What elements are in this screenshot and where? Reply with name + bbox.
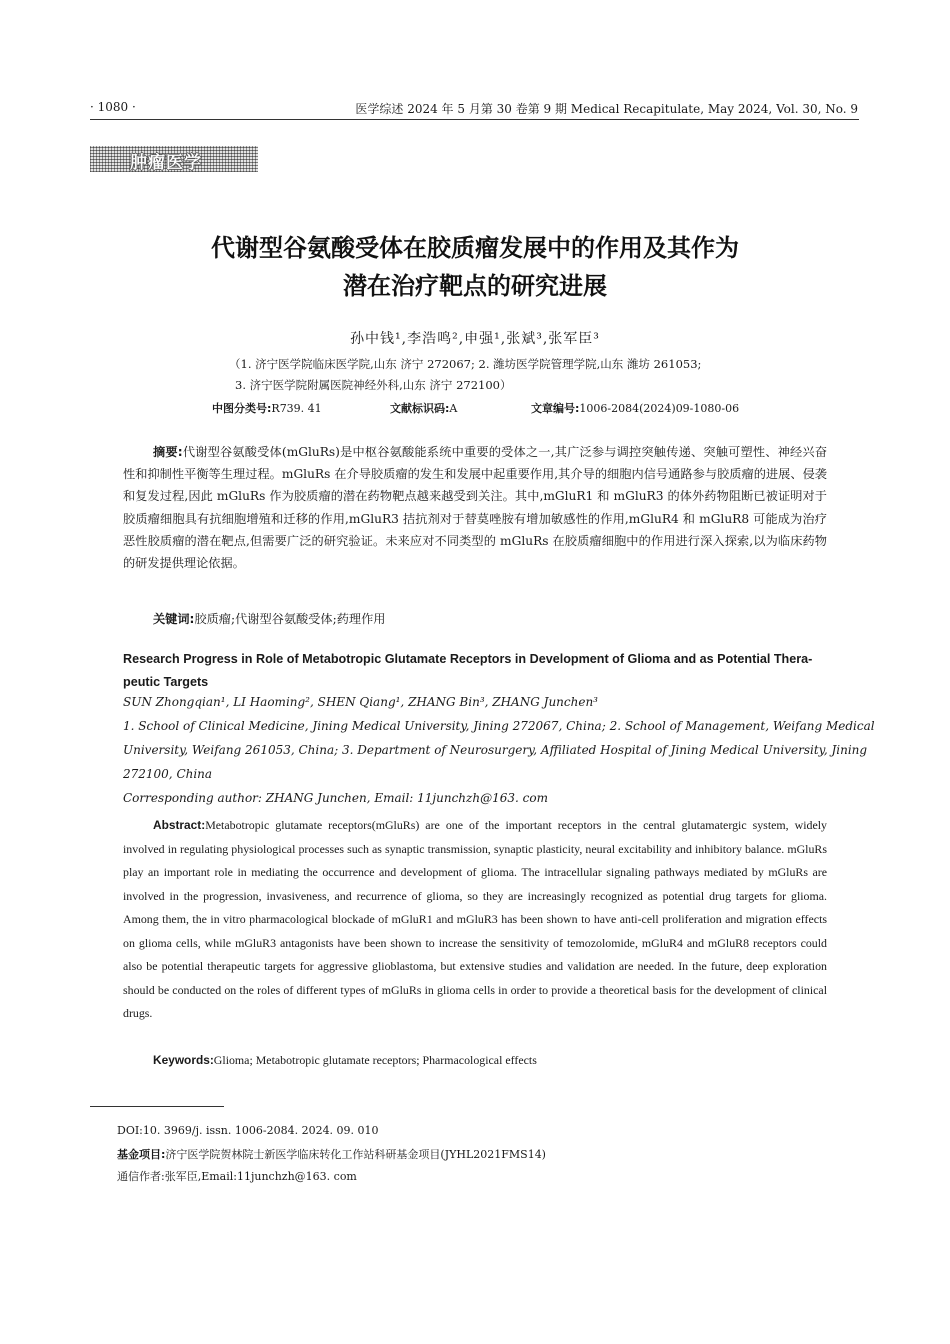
page-number: · 1080 ·: [90, 100, 136, 114]
clc-number: [212, 400, 322, 416]
clc-value: R739. 41: [271, 402, 322, 415]
footnote-rule: [90, 1106, 224, 1107]
journal-header: 医学综述 2024 年 5 月第 30 卷第 9 期 Medical Recapitulate, May 2024, Vol. 30, No. 9: [355, 102, 858, 116]
abstract-cn-text: 代谢型谷氨酸受体(mGluRs)是中枢谷氨酸能系统中重要的受体之一,其广泛参与调控突触传递、突触可塑性、神经兴奋性和抑制性平衡等生理过程。mGluRs 在介导胶质瘤的发生和发展中起重要作用,其介导的细胞内信号通路参与胶质瘤的进展、侵袭和复发过程,因此 mGluRs 作为胶质瘤的潜在药物靶点越来越受到关注。其中,mGluR1 和 mGluR3 的体外药物阻断已被证明对于胶质瘤细胞具有抗细胞增殖和迁移的作用,mGluR3 拮抗剂对于替莫唑胺有增加敏感性的作用,mGluR4 和 mGluR8 可能成为治疗恶性胶质瘤的潜在靶点,但需要广泛的研究验证。未来应对不同类型的 mGluRs 在胶质瘤细胞中的作用进行深入探索,以为临床药物的研发提供理论依据。: [123, 445, 828, 571]
english-title: [123, 648, 827, 694]
keywords-en-text: Glioma; Metabotropic glutamate receptors; Pharmacological effects: [213, 1053, 537, 1067]
english-authors: SUN Zhongqian¹, LI Haoming², SHEN Qiang¹, ZHANG Bin³, ZHANG Junchen³: [123, 695, 598, 709]
english-affiliation-line2: University, Weifang 261053, China; 3. Department of Neurosurgery, Affiliated Hospital of Jining Medical University, Jining: [123, 743, 868, 757]
keywords-en: [123, 1049, 827, 1073]
article-number-label: 文章编号:: [531, 402, 580, 415]
abstract-en-text: Metabotropic glutamate receptors(mGluRs) are one of the important receptors in the central glutamatergic system, widely involved in regulating physiological processes such as synaptic transmission, synaptic plasticity, neural excitability and inhibitory balance. mGluRs play an important role in mediating the occurrence and development of glioma. The intracellular signaling pathways mediated by mGluRs are involved in the progression, invasiveness, and recurrence of glioma, so they are increasingly recognized as potential drug targets for glioma. Among them, the in vitro pharmacological blockade of mGluR1 and mGluR3 has been shown to have anti-cell proliferation and migration effects on glioma cells, while mGluR3 antagonists have been shown to increase the sensitivity of temozolomide, mGluR4 and mGluR8 receptors could also be potential therapeutic targets for aggressive glioblastoma, but extensive studies and validation are needed. In the future, deep exploration should be conducted on the roles of different types of mGluRs in glioma cells in order to provide a theoretical basis for the development of clinical drugs.: [123, 818, 827, 1020]
affiliation-line2: 3. 济宁医学院附属医院神经外科,山东 济宁 272100）: [235, 378, 512, 392]
english-title-line2: peutic Targets: [123, 675, 209, 689]
english-title-line1: Research Progress in Role of Metabotropic Glutamate Receptors in Development of Glioma and as Potential Thera-: [123, 652, 813, 666]
fund-text: 济宁医学院贺林院士新医学临床转化工作站科研基金项目(JYHL2021FMS14): [165, 1148, 546, 1161]
abstract-en: [123, 814, 827, 1026]
keywords-cn-text: 胶质瘤;代谢型谷氨酸受体;药理作用: [194, 612, 386, 626]
doi: DOI:10. 3969/j. issn. 1006-2084. 2024. 09. 010: [117, 1124, 379, 1137]
english-affiliation-line1: 1. School of Clinical Medicine, Jining Medical University, Jining 272067, China; 2. School of Management, Weifang Medical: [123, 719, 875, 733]
abstract-cn: [123, 441, 827, 574]
clc-label: 中图分类号:: [212, 402, 272, 415]
doc-code-value: A: [449, 402, 458, 415]
section-label: 肿瘤医学: [130, 153, 202, 173]
keywords-en-label: Keywords:: [153, 1053, 214, 1067]
author-list: 孙中钱¹,李浩鸣²,申强¹,张斌³,张军臣³: [350, 331, 600, 347]
article-number: [531, 400, 739, 416]
fund-label: 基金项目:: [117, 1148, 166, 1161]
keywords-cn: [123, 608, 827, 630]
abstract-en-label: Abstract:: [153, 818, 206, 832]
corresponding-author-en: Corresponding author: ZHANG Junchen, Email: 11junchzh@163. com: [123, 791, 548, 805]
header-rule: [90, 119, 859, 120]
affiliation-line1: （1. 济宁医学院临床医学院,山东 济宁 272067; 2. 潍坊医学院管理学院,山东 潍坊 261053;: [229, 357, 702, 371]
section-label-band: [90, 146, 258, 172]
english-affiliation-line3: 272100, China: [123, 767, 213, 781]
corresponding-author-cn: 通信作者:张军臣,Email:11junchzh@163. com: [117, 1170, 357, 1183]
article-title-line2: 潜在治疗靶点的研究进展: [343, 272, 607, 300]
document-code: [390, 400, 457, 416]
doc-code-label: 文献标识码:: [390, 402, 450, 415]
article-title-line1: 代谢型谷氨酸受体在胶质瘤发展中的作用及其作为: [211, 234, 739, 262]
abstract-cn-label: 摘要:: [153, 445, 183, 459]
fund-note: [117, 1146, 546, 1162]
article-number-value: 1006-2084(2024)09-1080-06: [579, 402, 740, 415]
keywords-cn-label: 关键词:: [153, 612, 195, 626]
